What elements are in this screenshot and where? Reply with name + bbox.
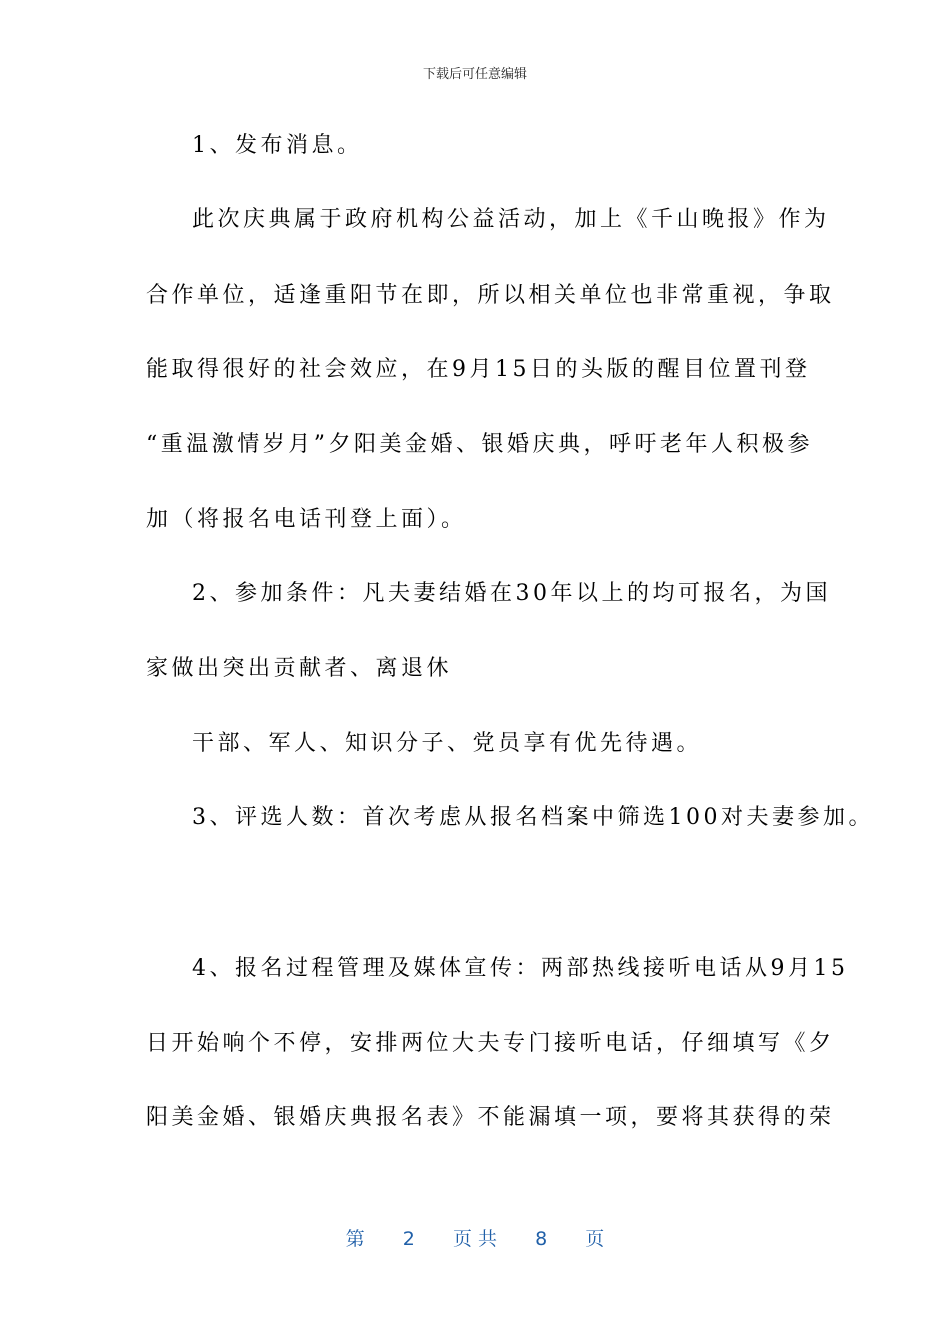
paragraph-line-4: 能取得很好的社会效应，在9月15日的头版的醒目位置刊登 <box>146 357 811 382</box>
paragraph-line-5: “重温激情岁月”夕阳美金婚、银婚庆典，呼吁老年人积极参 <box>146 432 813 457</box>
paragraph-line-8: 家做出突出贡献者、离退休 <box>146 656 453 681</box>
footer-total-pages: 8 <box>535 1228 548 1250</box>
footer-prefix: 第 <box>345 1228 365 1250</box>
paragraph-line-1: 1、发布消息。 <box>192 133 363 158</box>
footer-current-page: 2 <box>402 1228 415 1250</box>
paragraph-line-3: 合作单位，适逢重阳节在即，所以相关单位也非常重视，争取 <box>146 283 835 308</box>
paragraph-line-10: 3、评选人数：首次考虑从报名档案中筛选100对夫妻参加。 <box>192 805 874 830</box>
paragraph-line-9: 干部、军人、知识分子、党员享有优先待遇。 <box>192 731 703 756</box>
paragraph-line-11: 4、报名过程管理及媒体宣传：两部热线接听电话从9月15 <box>192 956 849 981</box>
paragraph-line-7: 2、参加条件：凡夫妻结婚在30年以上的均可报名，为国 <box>192 581 831 606</box>
page-header: 下载后可任意编辑 <box>422 67 527 82</box>
paragraph-line-12: 日开始响个不停，安排两位大夫专门接听电话，仔细填写《夕 <box>146 1031 835 1056</box>
paragraph-line-2: 此次庆典属于政府机构公益活动，加上《千山晚报》作为 <box>192 207 830 232</box>
paragraph-line-6: 加（将报名电话刊登上面）。 <box>146 507 467 532</box>
page-footer <box>0 1226 950 1252</box>
footer-suffix: 页 <box>585 1228 605 1250</box>
paragraph-line-13: 阳美金婚、银婚庆典报名表》不能漏填一项，要将其获得的荣 <box>146 1105 835 1130</box>
footer-middle: 页 共 <box>452 1228 498 1250</box>
